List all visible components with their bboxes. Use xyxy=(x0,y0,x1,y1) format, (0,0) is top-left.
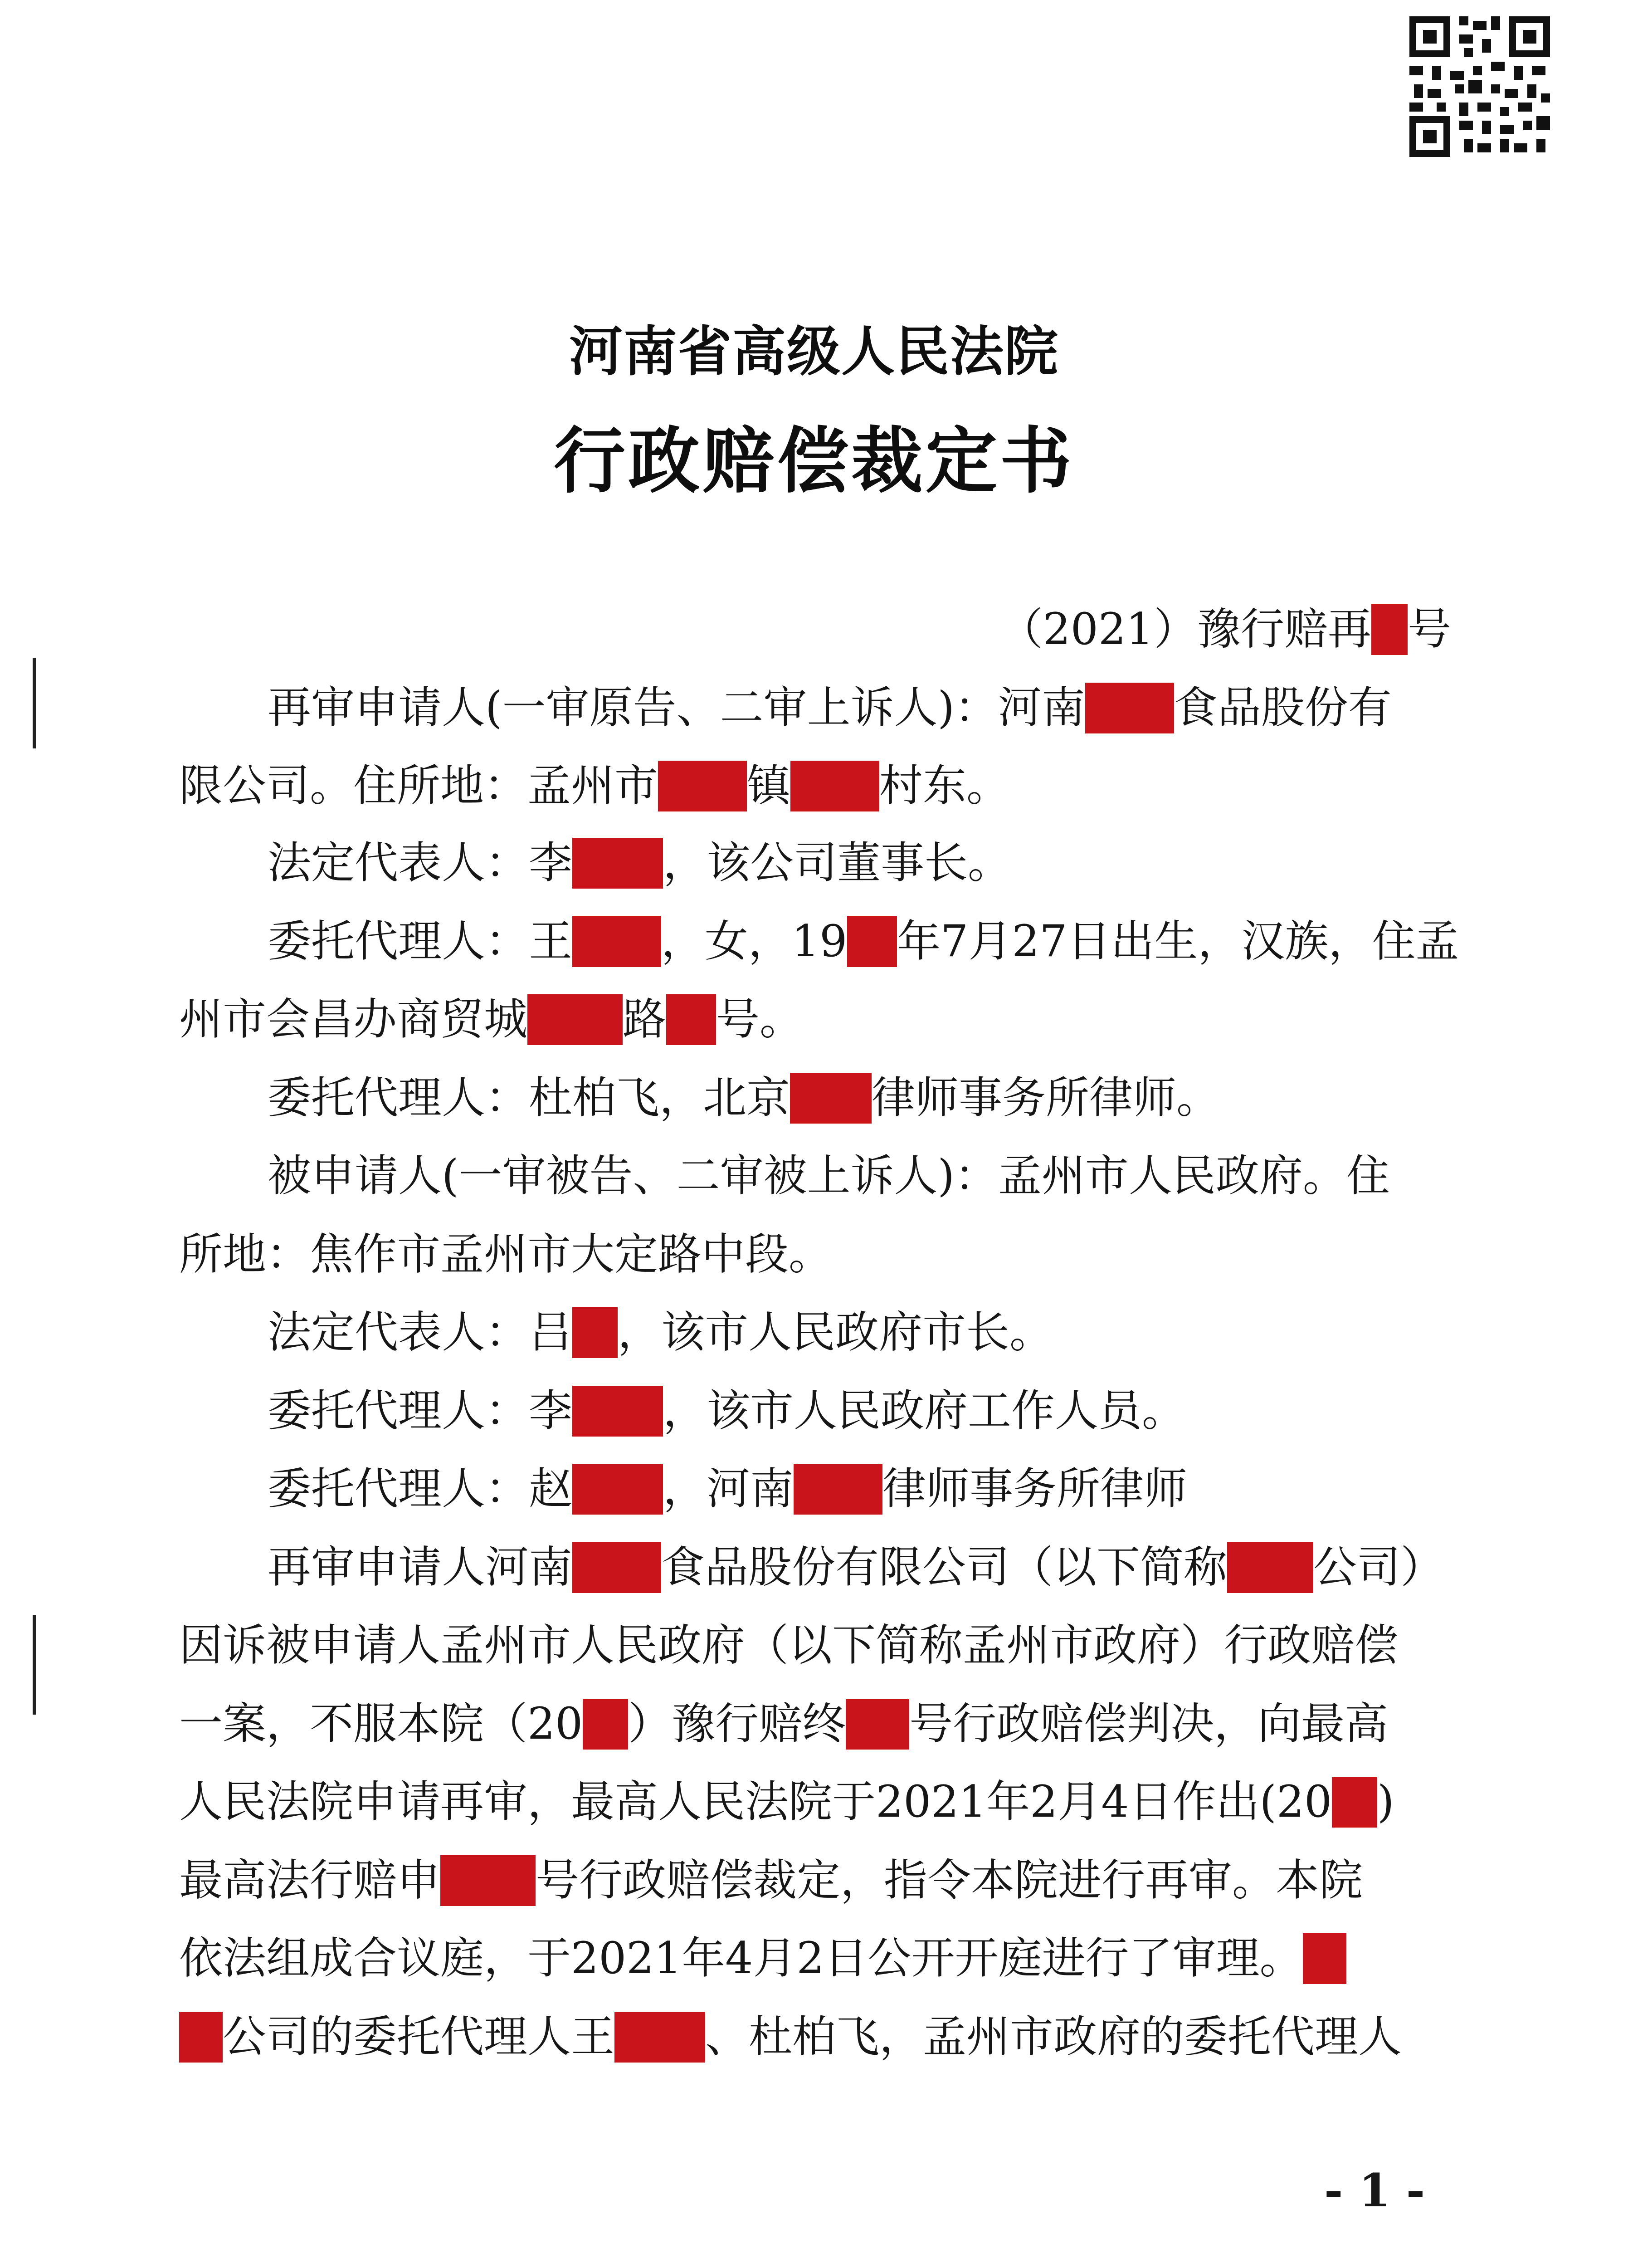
redaction xyxy=(527,994,623,1045)
respondent-line: 被申请人(一审被告、二审被上诉人)：孟州市人民政府。住 xyxy=(268,1150,1390,1201)
body-paragraph-line: 公司的委托代理人王 、杜柏飞，孟州市政府的委托代理人 xyxy=(179,2009,1402,2068)
redaction xyxy=(1371,604,1408,655)
redaction xyxy=(790,1073,872,1124)
redaction xyxy=(179,2012,223,2063)
redaction xyxy=(572,1542,661,1593)
agent-zhao: 委托代理人：赵 ，河南 律师事务所律师 xyxy=(268,1463,1187,1514)
agent-wang: 委托代理人：王 ，女，19 年7月27日出生，汉族，住孟 xyxy=(268,916,1459,967)
redaction xyxy=(572,1386,663,1437)
redaction xyxy=(572,916,661,967)
agent-li: 委托代理人：李 ，该市人民政府工作人员。 xyxy=(268,1385,1185,1436)
body-paragraph-line: 人民法院申请再审，最高人民法院于2021年2月4日作出(20 ) xyxy=(179,1776,1394,1827)
case-number: （2021）豫行赔再 号 xyxy=(999,604,1451,655)
redaction xyxy=(846,1699,909,1750)
redaction xyxy=(572,838,663,889)
redaction xyxy=(1085,683,1174,733)
margin-mark xyxy=(33,1615,36,1715)
redaction xyxy=(583,1699,628,1750)
body-paragraph-line: 依法组成合议庭，于2021年4月2日公开开庭进行了审理。 xyxy=(179,1930,1346,1989)
margin-mark xyxy=(33,658,36,748)
redaction xyxy=(1332,1777,1377,1828)
agent-du: 委托代理人：杜柏飞，北京 律师事务所律师。 xyxy=(268,1072,1220,1123)
redaction xyxy=(572,1307,618,1358)
redaction xyxy=(666,994,716,1045)
applicant-line: 再审申请人(一审原告、二审上诉人)：河南 食品股份有 xyxy=(268,682,1392,733)
redaction xyxy=(1227,1542,1313,1593)
legal-representative: 法定代表人：李 ，该公司董事长。 xyxy=(268,837,1011,888)
agent-wang-address: 州市会昌办商贸城 路 号。 xyxy=(179,994,803,1045)
body-paragraph-line: 再审申请人河南 食品股份有限公司（以下简称 公司） xyxy=(268,1542,1444,1593)
redaction xyxy=(1303,1933,1346,1984)
document-title: 行政赔偿裁定书 xyxy=(554,419,1074,503)
redaction xyxy=(614,2012,705,2063)
applicant-address: 限公司。住所地：孟州市 镇 村东。 xyxy=(179,760,1010,811)
body-paragraph-line: 最高法行赔申 号行政赔偿裁定，指令本院进行再审。本院 xyxy=(179,1855,1363,1906)
respondent-address: 所地：焦作市孟州市大定路中段。 xyxy=(179,1229,832,1280)
body-paragraph-line: 一案，不服本院（20 ）豫行赔终 号行政赔偿判决，向最高 xyxy=(179,1698,1389,1749)
redaction xyxy=(440,1855,536,1906)
qr-code-icon xyxy=(1405,12,1555,161)
redaction xyxy=(572,1464,663,1515)
redaction xyxy=(847,916,897,967)
court-name: 河南省高级人民法院 xyxy=(569,320,1059,383)
respondent-representative: 法定代表人：吕 ，该市人民政府市长。 xyxy=(268,1307,1053,1358)
body-paragraph-line: 因诉被申请人孟州市人民政府（以下简称孟州市政府）行政赔偿 xyxy=(179,1620,1398,1671)
redaction xyxy=(790,761,879,811)
redaction xyxy=(658,761,747,811)
redaction xyxy=(794,1464,882,1515)
page-number: - 1 - xyxy=(1324,2164,1425,2217)
